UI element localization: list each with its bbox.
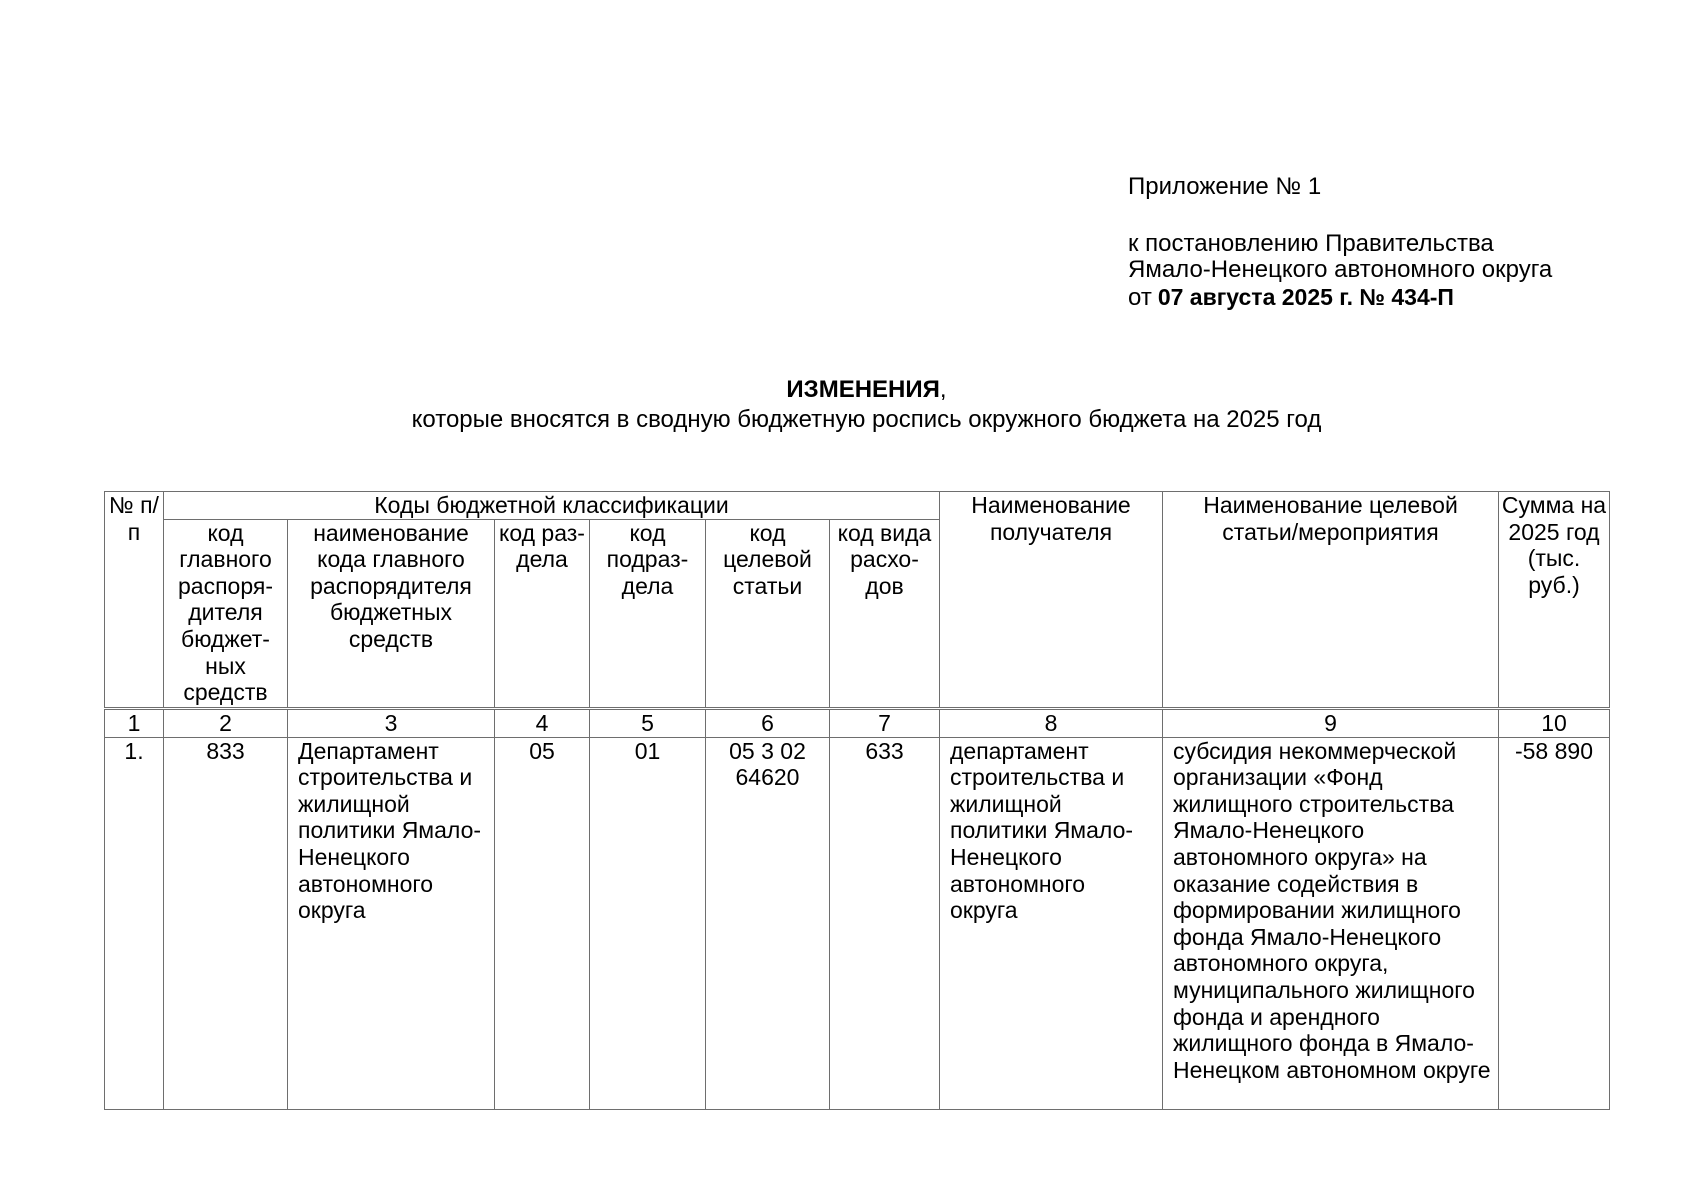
appendix-title: Приложение № 1 <box>1128 173 1322 200</box>
header-code-subsection: код подраз-дела <box>590 519 706 708</box>
column-number: 1 <box>105 708 164 737</box>
column-number: 9 <box>1163 708 1499 737</box>
column-number-row <box>105 708 1610 737</box>
column-number: 4 <box>495 708 590 737</box>
header-code-expense-type: код вида расхо-дов <box>830 519 940 708</box>
row-code-manager: 833 <box>164 737 288 1109</box>
header-code-target: код целевой статьи <box>706 519 830 708</box>
row-name-manager: Департамент строительства и жилищной политики Ямало-Ненецкого автономного округа <box>288 737 495 1109</box>
row-code-section: 05 <box>495 737 590 1109</box>
header-target-article: Наименование целевой статьи/мероприятия <box>1163 492 1499 709</box>
column-number: 6 <box>706 708 830 737</box>
table-row <box>105 737 1610 1109</box>
row-target-article: субсидия некоммерческой организации «Фонд жилищного строительства Ямало-Ненецкого автономного округа» на оказание содействия в формировании жилищного фонда Ямало-Ненецкого автономного округа, муниципального жилищного фонда и арендного жилищного фонда в Ямало-Ненецком автономном округе <box>1163 737 1499 1109</box>
document-title-block <box>0 375 1697 435</box>
column-number: 8 <box>940 708 1163 737</box>
document-title: ИЗМЕНЕНИЯ <box>786 376 940 403</box>
header-name-manager: наименование кода главного распорядителя бюджетных средств <box>288 519 495 708</box>
row-recipient: департамент строительства и жилищной политики Ямало-Ненецкого автономного округа <box>940 737 1163 1109</box>
header-codes-group: Коды бюджетной классификации <box>164 492 940 520</box>
appendix-date-line <box>1128 284 1552 312</box>
budget-changes-table <box>104 491 1610 1110</box>
row-code-target: 05 3 02 64620 <box>706 737 830 1109</box>
document-title-suffix: , <box>939 376 947 403</box>
column-number: 7 <box>830 708 940 737</box>
column-number: 10 <box>1499 708 1610 737</box>
appendix-line-1: к постановлению Правительства <box>1128 229 1494 257</box>
column-number: 2 <box>164 708 288 737</box>
appendix-date-prefix: от <box>1128 283 1152 311</box>
header-recipient: Наименование получателя <box>940 492 1163 709</box>
header-code-section: код раз-дела <box>495 519 590 708</box>
header-code-manager: код главного распоря-дителя бюджет-ных средств <box>164 519 288 708</box>
row-num: 1. <box>105 737 164 1109</box>
document-title-line <box>0 375 1697 405</box>
column-number: 3 <box>288 708 495 737</box>
appendix-order-number: 07 августа 2025 г. № 434-П <box>1157 283 1454 310</box>
row-code-expense-type: 633 <box>830 737 940 1109</box>
appendix-header <box>1128 174 1552 311</box>
header-num: № п/п <box>105 492 164 709</box>
appendix-line-2: Ямало-Ненецкого автономного округа <box>1128 256 1553 283</box>
table-header-row-1 <box>105 492 1610 520</box>
document-subtitle: которые вносятся в сводную бюджетную роспись окружного бюджета на 2025 год <box>411 406 1322 433</box>
row-amount: -58 890 <box>1499 737 1610 1109</box>
row-code-subsection: 01 <box>590 737 706 1109</box>
column-number: 5 <box>590 708 706 737</box>
header-amount: Сумма на 2025 год (тыс. руб.) <box>1499 492 1610 709</box>
